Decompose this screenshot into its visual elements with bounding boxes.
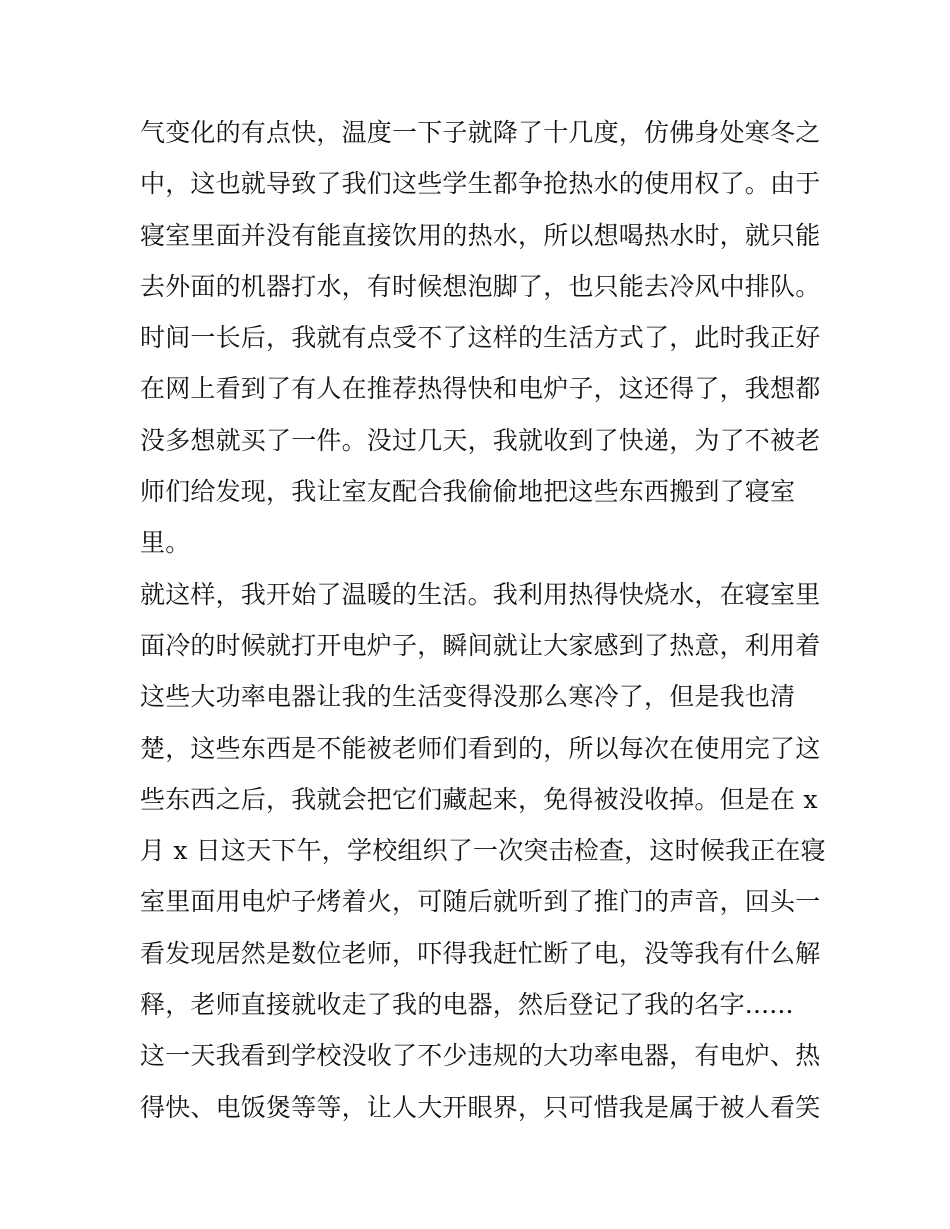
- text-line: 时间一长后，我就有点受不了这样的生活方式了，此时我正好: [140, 323, 821, 353]
- text-line: 释，老师直接就收走了我的电器，然后登记了我的名字......: [140, 990, 794, 1020]
- text-line: 看发现居然是数位老师，吓得我赶忙断了电，没等我有什么解: [140, 938, 821, 968]
- text-line: 寝室里面并没有能直接饮用的热水，所以想喝热水时，就只能: [140, 220, 821, 250]
- text-line: 这一天我看到学校没收了不少违规的大功率电器，有电炉、热: [140, 1041, 821, 1071]
- text-line: 气变化的有点快，温度一下子就降了十几度，仿佛身处寒冬之: [140, 118, 821, 147]
- text-line: 中，这也就导致了我们这些学生都争抢热水的使用权了。由于: [140, 169, 821, 199]
- text-line: 面冷的时候就打开电炉子，瞬间就让大家感到了热意，利用着: [140, 630, 821, 660]
- text-line: 这些大功率电器让我的生活变得没那么寒冷了，但是我也清: [140, 682, 796, 712]
- text-line: 师们给发现，我让室友配合我偷偷地把这些东西搬到了寝室: [140, 477, 796, 507]
- text-line: 没多想就买了一件。没过几天，我就收到了快递，为了不被老: [140, 425, 821, 455]
- text-line: 在网上看到了有人在推荐热得快和电炉子，这还得了，我想都: [140, 374, 821, 404]
- text-line: 些东西之后，我就会把它们藏起来，免得被没收掉。但是在 x: [140, 784, 818, 814]
- text-line: 得快、电饭煲等等，让人大开眼界，只可惜我是属于被人看笑: [140, 1092, 821, 1122]
- text-line: 月 x 日这天下午，学校组织了一次突击检查，这时候我正在寝: [140, 836, 826, 866]
- text-line: 去外面的机器打水，有时候想泡脚了，也只能去冷风中排队。: [140, 271, 821, 301]
- document-body: [140, 107, 826, 1133]
- text-line: 室里面用电炉子烤着火，可随后就听到了推门的声音，回头一: [140, 887, 821, 917]
- text-line: 里。: [140, 528, 191, 558]
- text-line: 就这样，我开始了温暖的生活。我利用热得快烧水，在寝室里: [140, 579, 821, 609]
- text-line: 楚，这些东西是不能被老师们看到的，所以每次在使用完了这: [140, 733, 821, 763]
